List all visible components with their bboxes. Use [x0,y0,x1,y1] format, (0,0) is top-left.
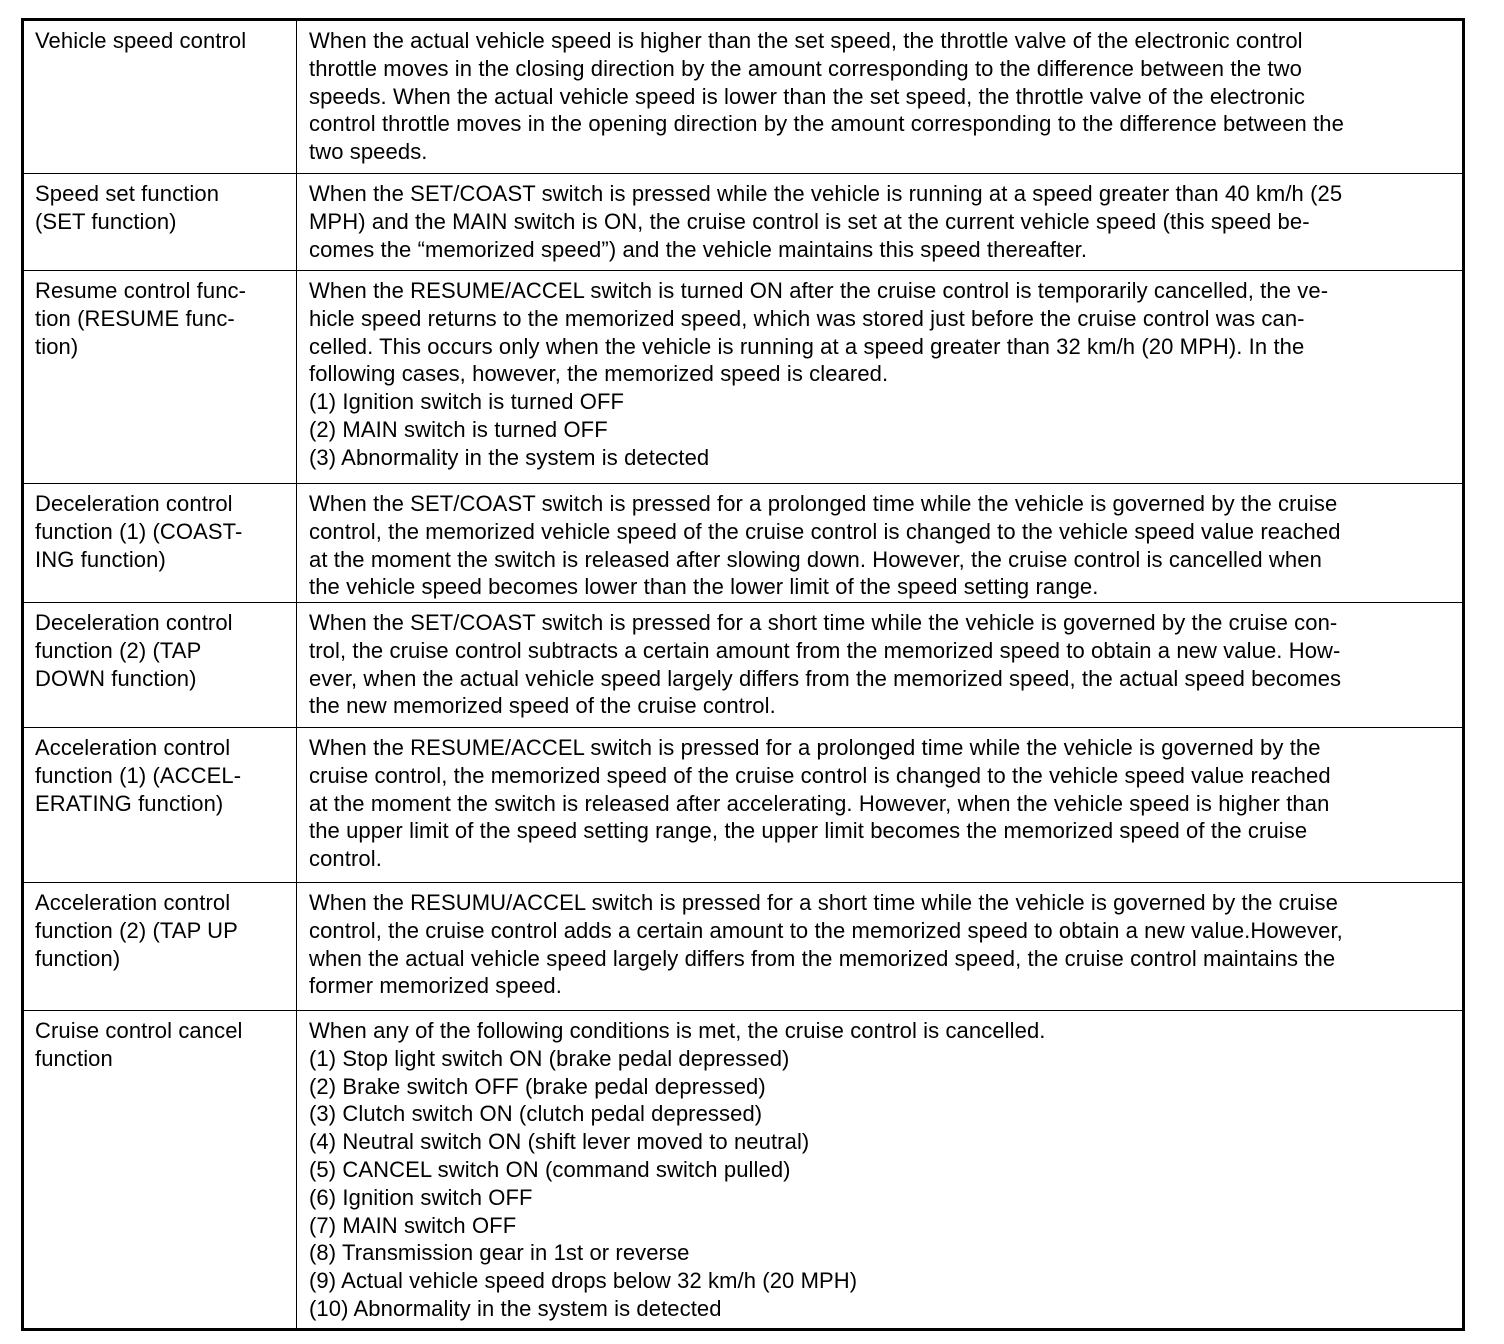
function-name-line: function) [35,945,121,971]
function-name-line: DOWN function) [35,665,197,691]
function-name-line: function (2) (TAP UP [35,917,238,943]
function-description-cell [297,603,1462,727]
function-name-cell [24,174,297,270]
function-description-cell [297,484,1462,602]
function-name-line: Resume control func- [35,278,247,303]
description-line: control throttle moves in the opening direction by the amount corresponding to the difference between the [309,111,1344,137]
function-name-line: Acceleration control [35,735,231,760]
description-line: When the RESUME/ACCEL switch is pressed for a prolonged time while the vehicle is governed by the [309,735,1321,760]
description-line: two speeds. [309,139,428,165]
description-line: (5) CANCEL switch ON (command switch pulled) [309,1156,791,1182]
function-name-cell [24,484,297,602]
function-name-line: Acceleration control [35,890,231,915]
description-line: celled. This occurs only when the vehicle is running at a speed greater than 32 km/h (20 MPH). In the [309,333,1305,359]
function-name-line: ING function) [35,546,166,572]
function-name-line: tion) [35,333,79,359]
description-line: MPH) and the MAIN switch is ON, the cruise control is set at the current vehicle speed (this speed be- [309,208,1310,234]
description-line: control. [309,846,382,872]
description-line: throttle moves in the closing direction by the amount corresponding to the difference between the two [309,55,1302,81]
description-line: When the SET/COAST switch is pressed for a prolonged time while the vehicle is governed by the cruise [309,491,1338,516]
table-row [24,727,1462,882]
function-description-cell [297,21,1462,173]
description-line: (8) Transmission gear in 1st or reverse [309,1240,690,1266]
description-line: (1) Ignition switch is turned OFF [309,389,625,415]
function-name-line: (SET function) [35,208,177,234]
description-line: When the SET/COAST switch is pressed for a short time while the vehicle is governed by the cruise con- [309,610,1338,635]
description-line: (4) Neutral switch ON (shift lever moved to neutral) [309,1129,810,1155]
function-name-line: Deceleration control [35,610,233,635]
function-description-cell [297,1011,1462,1328]
table-row [24,882,1462,1010]
description-line: (7) MAIN switch OFF [309,1212,517,1238]
description-line: control, the memorized vehicle speed of the cruise control is changed to the vehicle speed value reached [309,518,1341,544]
description-line: cruise control, the memorized speed of the cruise control is changed to the vehicle speed value reached [309,762,1331,788]
function-name-cell [24,21,297,173]
description-line: When the actual vehicle speed is higher than the set speed, the throttle valve of the electronic control [309,28,1303,53]
description-line: comes the “memorized speed”) and the vehicle maintains this speed thereafter. [309,236,1088,262]
function-name-line: Deceleration control [35,491,233,516]
function-name-cell [24,728,297,882]
table-row [24,173,1462,270]
function-name-line: function (1) (ACCEL- [35,762,242,788]
description-line: the vehicle speed becomes lower than the lower limit of the speed setting range. [309,574,1099,600]
function-name-line: Cruise control cancel [35,1018,243,1043]
description-line: (3) Clutch switch ON (clutch pedal depressed) [309,1101,763,1127]
function-name-cell [24,603,297,727]
function-name-cell [24,271,297,483]
cruise-control-functions-table [21,18,1465,1331]
function-name-cell [24,883,297,1010]
description-line: (9) Actual vehicle speed drops below 32 km/h (20 MPH) [309,1268,858,1294]
description-line: hicle speed returns to the memorized speed, which was stored just before the cruise control was can- [309,305,1305,331]
description-line: at the moment the switch is released after slowing down. However, the cruise control is cancelled when [309,546,1322,572]
description-line: speeds. When the actual vehicle speed is lower than the set speed, the throttle valve of the electronic [309,83,1305,109]
function-description-cell [297,174,1462,270]
description-line: (2) Brake switch OFF (brake pedal depressed) [309,1073,766,1099]
table-row [24,602,1462,727]
function-name-cell [24,1011,297,1328]
table-row [24,483,1462,602]
function-name-line: Speed set function [35,181,220,206]
description-line: when the actual vehicle speed largely differs from the memorized speed, the cruise control maintains the [309,945,1336,971]
function-name-line: function (1) (COAST- [35,518,243,544]
function-description-cell [297,883,1462,1010]
function-name-line: ERATING function) [35,790,224,816]
description-line: ever, when the actual vehicle speed largely differs from the memorized speed, the actual speed becomes [309,665,1342,691]
table-row [24,1010,1462,1328]
description-line: the upper limit of the speed setting range, the upper limit becomes the memorized speed of the cruise [309,818,1308,844]
description-line: (2) MAIN switch is turned OFF [309,416,608,442]
description-line: When the RESUME/ACCEL switch is turned ON after the cruise control is temporarily cancelled, the ve- [309,278,1329,303]
description-line: at the moment the switch is released after accelerating. However, when the vehicle speed is higher than [309,790,1330,816]
description-line: following cases, however, the memorized speed is cleared. [309,361,889,387]
description-line: When the SET/COAST switch is pressed while the vehicle is running at a speed greater than 40 km/h (25 [309,181,1343,206]
description-line: the new memorized speed of the cruise control. [309,693,776,719]
function-description-cell [297,271,1462,483]
description-line: control, the cruise control adds a certain amount to the memorized speed to obtain a new value.However, [309,917,1343,943]
description-line: (6) Ignition switch OFF [309,1184,533,1210]
description-line: (3) Abnormality in the system is detected [309,444,710,470]
description-line: (1) Stop light switch ON (brake pedal depressed) [309,1045,790,1071]
description-line: trol, the cruise control subtracts a certain amount from the memorized speed to obtain a new value. How- [309,637,1341,663]
description-line: (10) Abnormality in the system is detected [309,1295,722,1321]
description-line: When the RESUMU/ACCEL switch is pressed for a short time while the vehicle is governed by the cruise [309,890,1338,915]
function-description-cell [297,728,1462,882]
table-row [24,270,1462,483]
function-name-line: tion (RESUME func- [35,305,235,331]
function-name-line: Vehicle speed control [35,28,247,53]
description-line: former memorized speed. [309,973,562,999]
table-row [24,21,1462,173]
description-line: When any of the following conditions is met, the cruise control is cancelled. [309,1018,1046,1043]
function-name-line: function (2) (TAP [35,637,202,663]
function-name-line: function [35,1045,113,1071]
